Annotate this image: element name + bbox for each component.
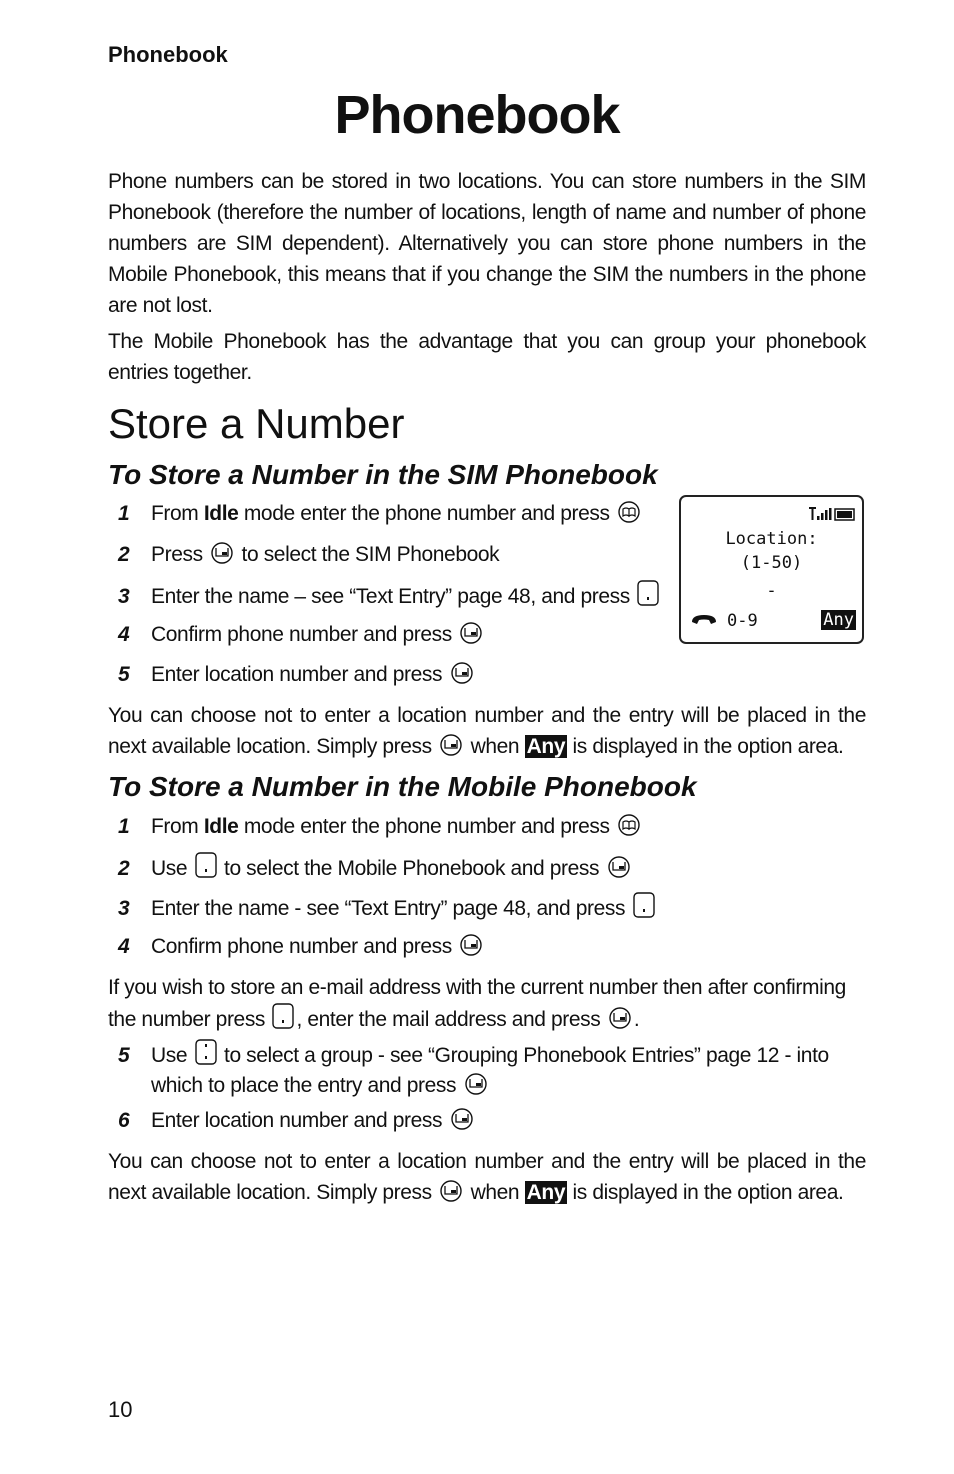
mobile-step-6: 6 Enter location number and press: [118, 1106, 476, 1139]
select-key-icon: [464, 1073, 488, 1104]
screen-entry-cursor: -: [766, 581, 777, 601]
sim-step-1: 1 From Idle mode enter the phone number and press: [118, 499, 643, 532]
select-key-icon: [210, 542, 234, 573]
sim-note: You can choose not to enter a location number and the entry will be placed in the next available location. Simply press when Any is displayed in the option area.: [108, 700, 866, 765]
page-number: 10: [108, 1397, 133, 1422]
sim-step-2: 2 Press to select the SIM Phonebook: [118, 540, 499, 573]
mobile-step-3: 3 Enter the name - see “Text Entry” page 48, and press: [118, 892, 657, 927]
mobile-step-5-continued: which to place the entry and press: [151, 1071, 490, 1104]
nav-updown-key-icon: [195, 1039, 217, 1074]
nav-key-icon: [195, 852, 217, 887]
sim-step-3: 3 Enter the name – see “Text Entry” page 48, and press: [118, 580, 661, 615]
any-option-badge: Any: [526, 735, 566, 758]
nav-key-icon: [637, 580, 659, 615]
mobile-step-4: 4 Confirm phone number and press: [118, 932, 485, 965]
nav-key-icon: [633, 892, 655, 927]
sim-step-5: 5 Enter location number and press: [118, 660, 476, 693]
mobile-step-5: 5 Use to select a group - see “Grouping Phonebook Entries” page 12 - into: [118, 1039, 829, 1074]
nav-key-icon: [272, 1003, 294, 1038]
intro-paragraph-2: The Mobile Phonebook has the advantage that you can group your phonebook entries together.: [108, 330, 866, 384]
select-key-icon: [608, 1007, 632, 1038]
section-title: Store a Number: [108, 400, 405, 447]
signal-icon: [808, 507, 832, 521]
select-key-icon: [459, 934, 483, 965]
mobile-step-2: 2 Use to select the Mobile Phonebook and press: [118, 852, 633, 887]
step-number: 1: [118, 502, 130, 525]
email-note: If you wish to store an e-mail address with the current number then after confirming the number press , enter the mail address and press .: [108, 972, 866, 1038]
mobile-heading: To Store a Number in the Mobile Phonebook: [108, 771, 697, 802]
battery-icon: [834, 508, 856, 521]
select-key-icon: [607, 856, 631, 887]
intro-paragraph-1: Phone numbers can be stored in two locations. You can store numbers in the SIM Phonebook (therefore the number of locations, length of name and number of phone numbers are SIM dependent). Alternatively you can store phone numbers in the Mobile Phonebook, this means that if you change the SIM the numbers in the phone are not lost.: [108, 170, 866, 317]
screen-location-range: (1-50): [740, 553, 803, 573]
screen-option-any: Any: [823, 610, 854, 630]
phonebook-key-icon: [617, 501, 641, 532]
select-key-icon: [439, 734, 463, 765]
sim-step-4: 4 Confirm phone number and press: [118, 620, 485, 653]
select-key-icon: [450, 662, 474, 693]
screen-softkey-label: 0-9: [727, 611, 758, 631]
select-key-icon: [439, 1180, 463, 1211]
page-title: Phonebook: [334, 85, 620, 145]
any-option-badge: Any: [526, 1181, 566, 1204]
sim-heading: To Store a Number in the SIM Phonebook: [108, 459, 658, 490]
mobile-note: You can choose not to enter a location number and the entry will be placed in the next available location. Simply press when Any is displayed in the option area.: [108, 1146, 866, 1211]
select-key-icon: [450, 1108, 474, 1139]
mobile-step-1: 1 From Idle mode enter the phone number and press: [118, 812, 643, 845]
screen-location-label: Location:: [725, 529, 818, 549]
phonebook-key-icon: [617, 814, 641, 845]
phone-display: [679, 495, 864, 644]
handset-icon: [689, 611, 719, 629]
running-header: Phonebook: [108, 42, 228, 67]
select-key-icon: [459, 622, 483, 653]
